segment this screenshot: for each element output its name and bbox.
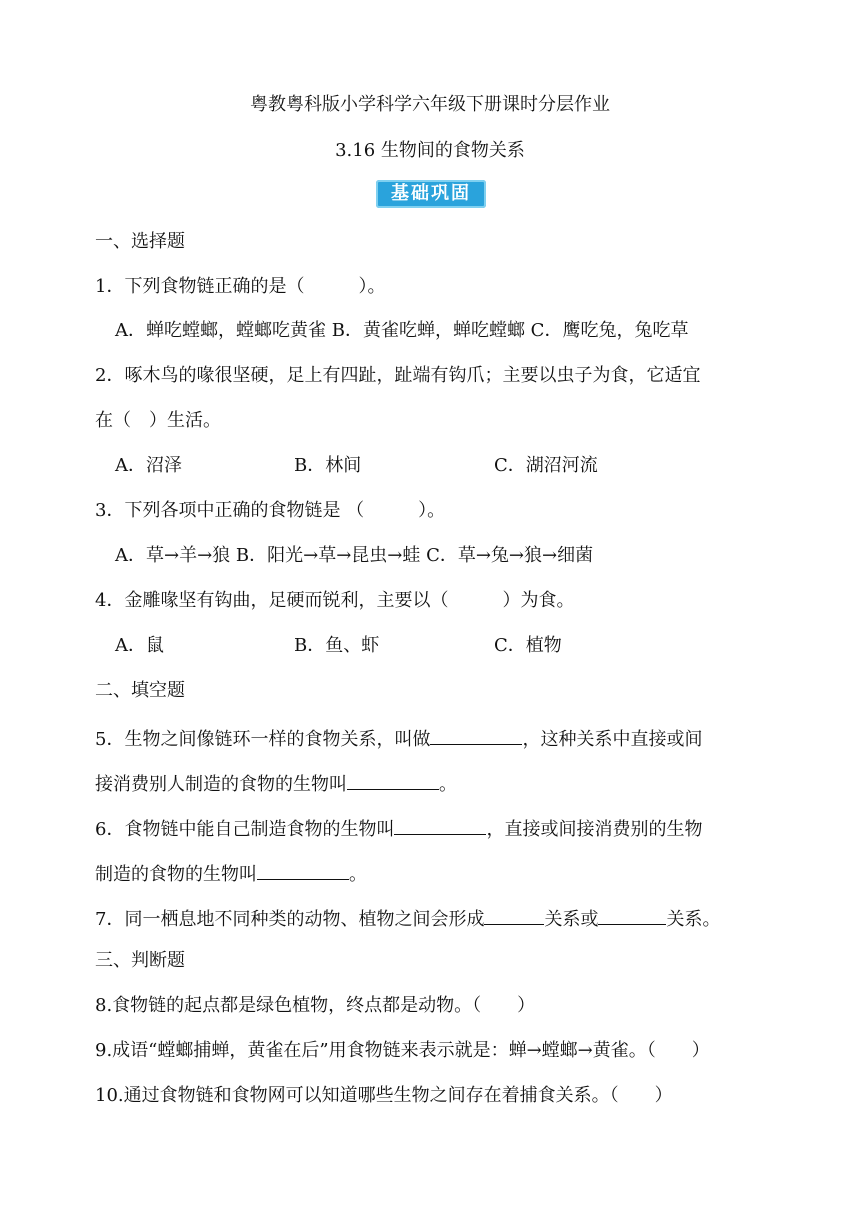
lesson-title: 3.16 生物间的食物关系 bbox=[335, 140, 525, 161]
option-c: C．湖沼河流 bbox=[494, 455, 598, 476]
question-5-line2 bbox=[95, 769, 457, 797]
option-c: C．植物 bbox=[494, 635, 562, 656]
question-7-text-c: 关系。 bbox=[666, 909, 721, 930]
question-5-text-a: 5．生物之间像链环一样的食物关系，叫做 bbox=[95, 729, 431, 750]
answer-blank[interactable] bbox=[598, 904, 666, 925]
question-5-text-b: ，这种关系中直接或间 bbox=[522, 729, 703, 750]
option-b: B．林间 bbox=[294, 455, 362, 476]
question-5-text-c: 接消费别人制造的食物的生物叫 bbox=[95, 774, 347, 795]
question-3-options: A．草→羊→狼 B．阳光→草→昆虫→蛙 C．草→兔→狼→细菌 bbox=[115, 545, 594, 566]
answer-blank[interactable] bbox=[430, 724, 522, 745]
question-7 bbox=[95, 904, 720, 932]
question-2-stem-line2: 在（ ）生活。 bbox=[95, 410, 221, 431]
answer-blank[interactable] bbox=[257, 859, 349, 880]
question-6-text-c: 制造的食物的生物叫 bbox=[95, 864, 257, 885]
question-2-stem-line1: 2．啄木鸟的喙很坚硬，足上有四趾，趾端有钩爪；主要以虫子为食，它适宜 bbox=[95, 365, 701, 386]
question-6-line2 bbox=[95, 859, 367, 887]
question-5-text-d: 。 bbox=[439, 774, 457, 795]
option-a: A．沼泽 bbox=[115, 455, 182, 476]
answer-blank[interactable] bbox=[484, 904, 544, 925]
question-6-text-b: ，直接或间接消费别的生物 bbox=[486, 819, 703, 840]
question-7-text-b: 关系或 bbox=[544, 909, 599, 930]
question-4-stem: 4．金雕喙坚有钩曲，足硬而锐利，主要以（ ）为食。 bbox=[95, 590, 575, 611]
question-1-options: A．蝉吃螳螂，螳螂吃黄雀 B．黄雀吃蝉，蝉吃螳螂 C．鹰吃兔，兔吃草 bbox=[115, 320, 689, 341]
question-9: 9.成语“螳螂捕蝉，黄雀在后”用食物链来表示就是：蝉→螳螂→黄雀。（ ） bbox=[95, 1040, 710, 1061]
question-6-text-d: 。 bbox=[349, 864, 367, 885]
answer-blank[interactable] bbox=[394, 814, 486, 835]
section-heading-fill: 二、填空题 bbox=[95, 680, 185, 701]
question-5-line1 bbox=[95, 724, 702, 752]
question-6-line1 bbox=[95, 814, 702, 842]
answer-blank[interactable] bbox=[347, 769, 439, 790]
question-6-text-a: 6．食物链中能自己制造食物的生物叫 bbox=[95, 819, 395, 840]
section-heading-choice: 一、选择题 bbox=[95, 231, 185, 252]
question-1-stem: 1．下列食物链正确的是（ ）。 bbox=[95, 276, 386, 297]
document-title: 粤教粤科版小学科学六年级下册课时分层作业 bbox=[250, 94, 610, 115]
option-a: A．鼠 bbox=[115, 635, 164, 656]
section-heading-judge: 三、判断题 bbox=[95, 950, 185, 971]
question-8: 8.食物链的起点都是绿色植物，终点都是动物。（ ） bbox=[95, 995, 536, 1016]
section-badge: 基础巩固 bbox=[376, 180, 486, 208]
question-7-text-a: 7．同一栖息地不同种类的动物、植物之间会形成 bbox=[95, 909, 485, 930]
question-3-stem: 3．下列各项中正确的食物链是 （ ）。 bbox=[95, 500, 446, 521]
option-b: B．鱼、虾 bbox=[294, 635, 380, 656]
question-10: 10.通过食物链和食物网可以知道哪些生物之间存在着捕食关系。（ ） bbox=[95, 1085, 673, 1106]
